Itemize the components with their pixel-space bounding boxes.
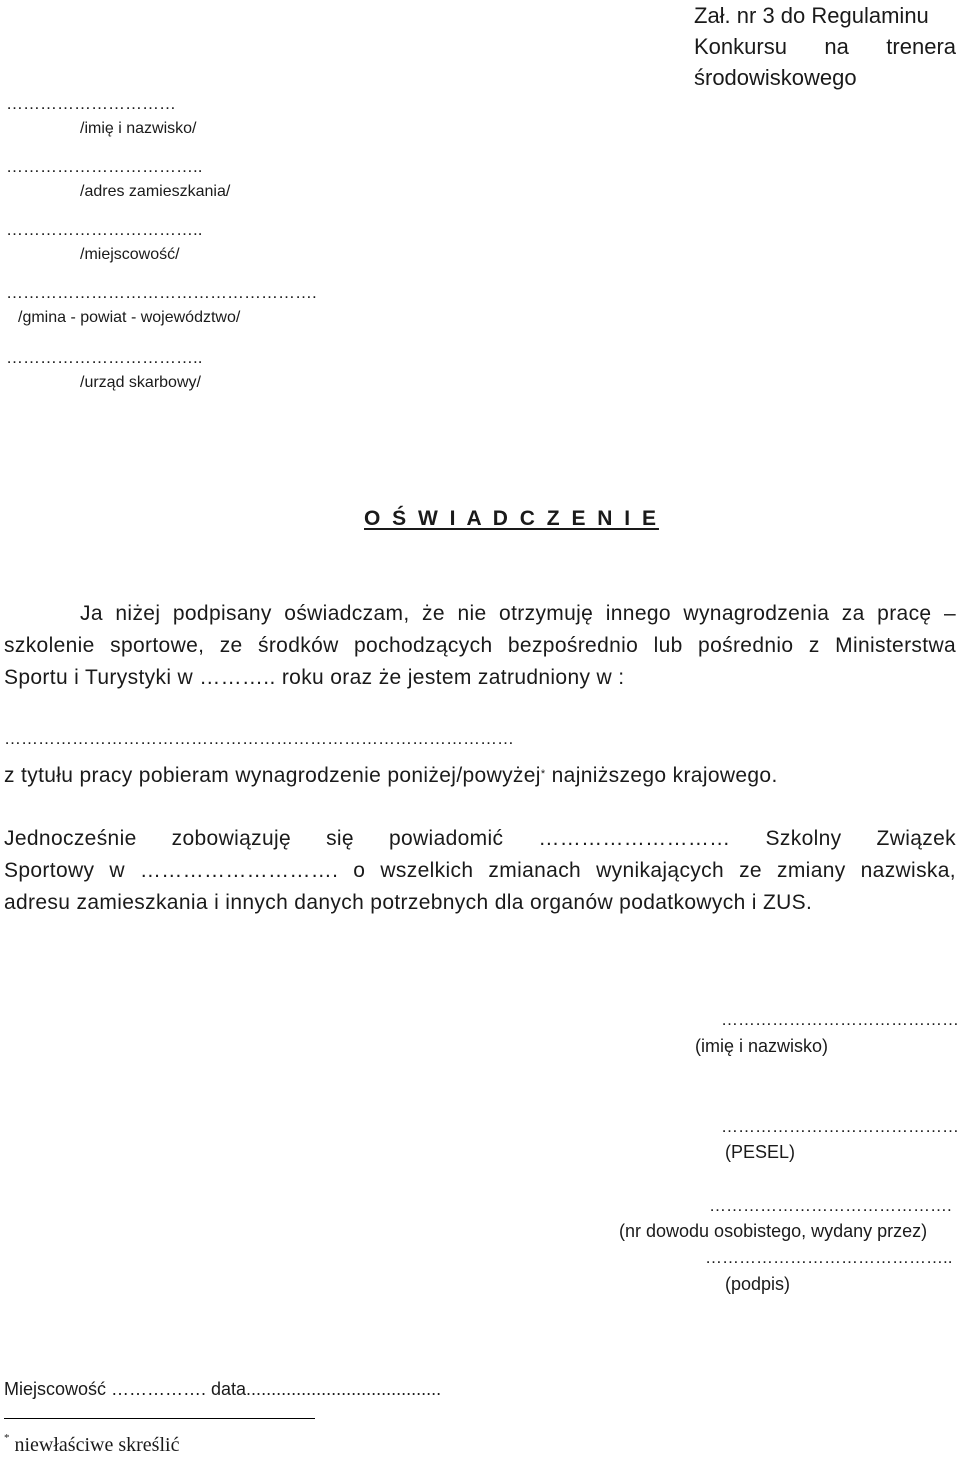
salary-text-end: najniższego krajowego.	[545, 764, 778, 787]
signature-name-dots: ……………………………………	[721, 1010, 959, 1029]
address-dots: ……………………………..	[6, 157, 203, 176]
statement-paragraph-2	[4, 760, 956, 792]
footnote-separator	[4, 1418, 315, 1419]
name-label: /imię i nazwisko/	[80, 120, 197, 137]
employer-dots: ………………………………………………………………………………	[4, 729, 514, 748]
notify-line-1: Jednocześnie zobowiązuję się powiadomić ……………………… Szkolny Związek	[4, 827, 956, 850]
statement-line-3: Sportu i Turystyki w ……….. roku oraz że jestem zatrudniony w :	[4, 666, 625, 689]
salary-text: z tytułu pracy pobieram wynagrodzenie poniżej/powyżej	[4, 764, 541, 787]
header-line-2: Konkursu na trenera	[694, 34, 956, 59]
city-label: /miejscowość/	[80, 246, 180, 263]
tax-office-dots: ……………………………..	[6, 348, 203, 367]
footnote-text: niewłaściwe skreślić	[9, 1434, 180, 1456]
commune-label: /gmina - powiat - województwo/	[18, 309, 241, 326]
document-title: O Ś W I A D C Z E N I E	[364, 507, 659, 530]
tax-office-label: /urząd skarbowy/	[80, 374, 201, 391]
signature-sign-dots: ……………………………………..	[705, 1248, 953, 1267]
statement-paragraph-3	[4, 823, 956, 919]
signature-id-dots: …………………………………….	[709, 1196, 952, 1215]
place-date: Miejscowość ……………. data.......................................	[4, 1379, 442, 1399]
signature-id-label: (nr dowodu osobistego, wydany przez)	[619, 1221, 928, 1241]
signature-pesel-label: (PESEL)	[725, 1142, 796, 1162]
signature-name-label: (imię i nazwisko)	[695, 1036, 829, 1056]
footnote-mark: *	[4, 1432, 10, 1444]
city-dots: ……………………………..	[6, 220, 203, 239]
address-label: /adres zamieszkania/	[80, 183, 231, 200]
header-line-1: Zał. nr 3 do Regulaminu	[694, 3, 929, 28]
signature-sign-label: (podpis)	[725, 1274, 791, 1294]
header-line-3: środowiskowego	[694, 65, 857, 90]
notify-line-2: Sportowy w ………………………. o wszelkich zmianach wynikających ze zmiany nazwiska,	[4, 859, 956, 882]
statement-line-2: szkolenie sportowe, ze środków pochodzących bezpośrednio lub pośrednio z Ministerstwa	[4, 634, 956, 657]
statement-paragraph-1	[4, 598, 956, 694]
signature-pesel-dots: ……………………………………	[721, 1117, 959, 1136]
name-dots: …………………………	[6, 94, 176, 113]
notify-line-3: adresu zamieszkania i innych danych potrzebnych dla organów podatkowych i ZUS.	[4, 891, 813, 914]
statement-line-1: Ja niżej podpisany oświadczam, że nie otrzymuję innego wynagrodzenia za pracę –	[80, 602, 956, 625]
commune-dots: ……………………………………………….	[6, 283, 317, 302]
attachment-header	[694, 0, 956, 93]
footnote-reference: *	[540, 768, 546, 780]
footnote	[4, 1434, 179, 1457]
